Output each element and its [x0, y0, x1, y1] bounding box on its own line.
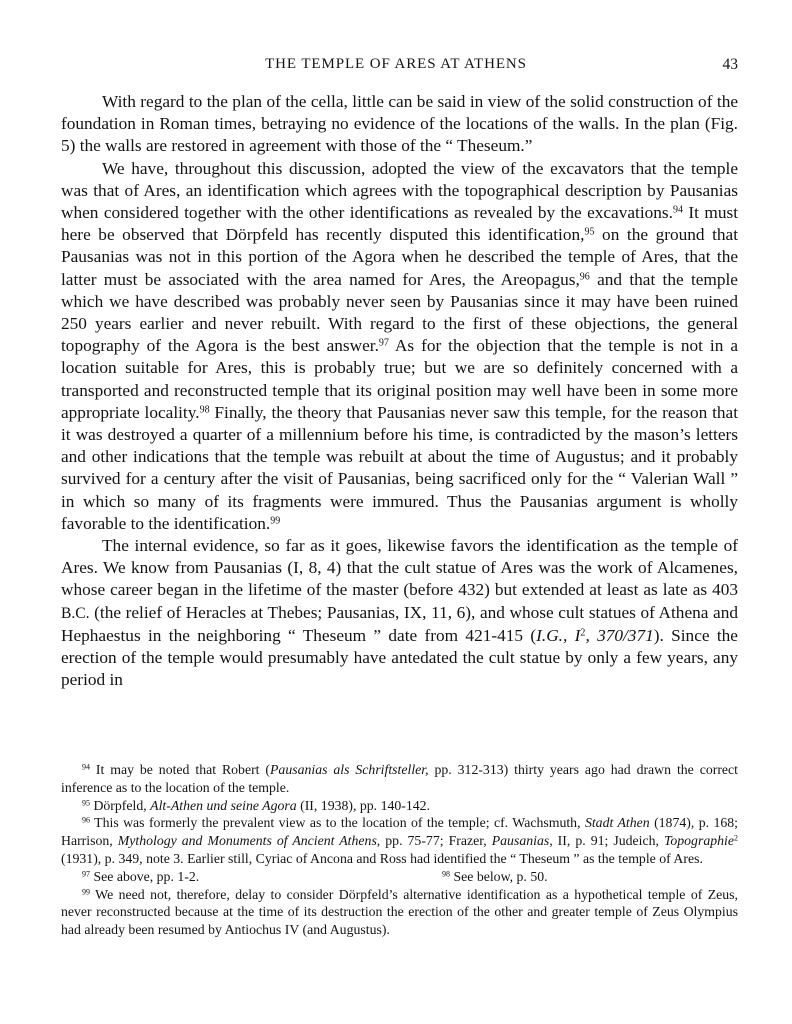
footnote-row-97-98 [61, 868, 738, 886]
citation-ig-vol: , I [563, 625, 581, 645]
running-title: THE TEMPLE OF ARES AT ATHENS [265, 56, 527, 72]
footnote-98 [421, 868, 548, 886]
footnote-mark: 99 [82, 887, 90, 897]
footnote-text: Dörpfeld, [90, 797, 151, 813]
text-run: We have, throughout this discussion, adopted the view of the excavators that the temple was that of Ares, an identification which agrees with the topographical description by Pausanias when considered together with the other identifications as revealed by the excavations. [61, 158, 738, 223]
footnote-title: Stadt Athen [584, 815, 650, 831]
footnote-mark: 98 [442, 869, 450, 879]
footnote-text: pp. 312-313) thirty years ago had drawn the correct inference as to the location of the temple. [61, 762, 738, 795]
superscript-2: 2 [733, 833, 738, 843]
footnote-text: pp. 75-77; Frazer, [380, 833, 492, 849]
footnote-ref-99[interactable]: 99 [270, 515, 281, 527]
footnote-mark: 94 [82, 762, 90, 772]
text-run: on the ground that Pausanias was not in this portion of the Agora when he described the temple of Ares, that the latter must be associated with the area named for Ares, the Areopagus, [61, 225, 739, 289]
text-run: The internal evidence, so far as it goes, likewise favors the identification as the temple of Ares. We know from Pausanias (I, 8, 4) that the cult statue of Ares was the work of Alcamenes, whose career began in the lifetime of the master (before 432) but extended at least as late as 403 [61, 536, 738, 600]
footnote-text: (1931), p. 349, note 3. Earlier still, Cyriac of Ancona and Ross had identified the “ Theseum ” as the temple of Ares. [61, 850, 703, 866]
text-run: As for the objection that the temple is not in a location suitable for Ares, this is probably true; but we are so definitely concerned with a transported and reconstructed temple that its original position may well have been in some more appropriate locality. [61, 336, 738, 422]
body-text [61, 91, 738, 691]
text-run: and that the temple which we have described was probably never seen by Pausanias since it may have been ruined 250 years earlier and never rebuilt. With regard to the first of these objections, the general topography of the Agora is the best answer. [61, 269, 738, 356]
paragraph-identification [61, 158, 738, 535]
footnote-text: (1874), p. 168; Harrison, [61, 815, 738, 849]
footnote-text: See above, pp. 1-2. [90, 868, 200, 884]
paragraph-cella-plan [61, 91, 738, 158]
footnote-text: II, p. 91; Judeich, [552, 833, 664, 849]
footnote-ref-94[interactable]: 94 [672, 204, 683, 216]
footnote-99 [61, 886, 738, 939]
footnote-97 [61, 868, 421, 886]
footnote-text: (II, 1938), pp. 140-142. [296, 797, 431, 813]
footnote-95 [61, 797, 738, 815]
citation-ig: I.G. [536, 625, 564, 645]
text-run: ). Since the erection of the temple would presumably have antedated the cult statue by only a few years, any period in [61, 625, 738, 690]
footnote-text: This was formerly the prevalent view as to the location of the temple; cf. Wachsmuth, [90, 815, 585, 831]
text-run: With regard to the plan of the cella, little can be said in view of the solid construction of the foundation in Roman times, betraying no evidence of the locations of the walls. In the plan (Fig. 5) the walls are restored in agreement with those of the “ Theseum.” [61, 92, 738, 156]
citation-ig-num: , 370/371 [585, 625, 654, 645]
footnote-ref-96[interactable]: 96 [579, 271, 590, 283]
footnote-title: Alt-Athen und seine Agora [150, 797, 297, 813]
running-head [0, 56, 792, 78]
page-number: 43 [722, 56, 738, 73]
paragraph-internal-evidence [61, 535, 738, 691]
footnotes [61, 761, 738, 939]
footnote-mark: 96 [82, 816, 90, 825]
footnote-ref-97[interactable]: 97 [378, 337, 389, 349]
footnote-text: See below, p. 50. [450, 868, 548, 884]
footnote-ref-95[interactable]: 95 [584, 226, 595, 238]
text-run: (the relief of Heracles at Thebes; Pausanias, IX, 11, 6), and whose cult statues of Athena and Hephaestus in the neighboring “ Theseum ” date from 421-415 ( [61, 602, 738, 645]
footnote-text: We need not, therefore, delay to consider Dörpfeld’s alternative identification as a hypothetical temple of Zeus, never reconstructed because at the time of its destruction the erection of the other and greater temple of Zeus Olympius had already been resumed by Antiochus IV (and Augustus). [61, 886, 738, 938]
text-run: Finally, the theory that Pausanias never saw this temple, for the reason that it was destroyed a quarter of a millennium before his time, is contradicted by the mason’s letters and other indications that the temple was rebuilt at about the time of Augustus; and it probably survived for a century after the visit of Pausanias, being sacrificed only for the “ Valerian Wall ” in which so many of its fragments were immured. Thus the Pausanias argument is wholly favorable to the identification. [61, 402, 738, 533]
text-run: It must here be observed that Dörpfeld has recently disputed this identification, [61, 203, 738, 245]
abbrev-bc: B.C. [61, 604, 90, 622]
footnote-mark: 95 [82, 798, 90, 808]
footnote-96 [61, 814, 738, 867]
footnote-title: Pausanias, [491, 833, 553, 849]
footnote-mark: 97 [82, 869, 90, 879]
footnote-title: Mythology and Monuments of Ancient Athens, [117, 833, 381, 849]
footnote-ref-98[interactable]: 98 [199, 404, 210, 416]
footnote-94 [61, 761, 738, 797]
footnote-text: It may be noted that Robert ( [90, 762, 270, 777]
footnote-title: Topographie [663, 833, 734, 849]
superscript-2: 2 [580, 627, 586, 639]
footnote-title: Pausanias als Schriftsteller, [270, 762, 429, 777]
